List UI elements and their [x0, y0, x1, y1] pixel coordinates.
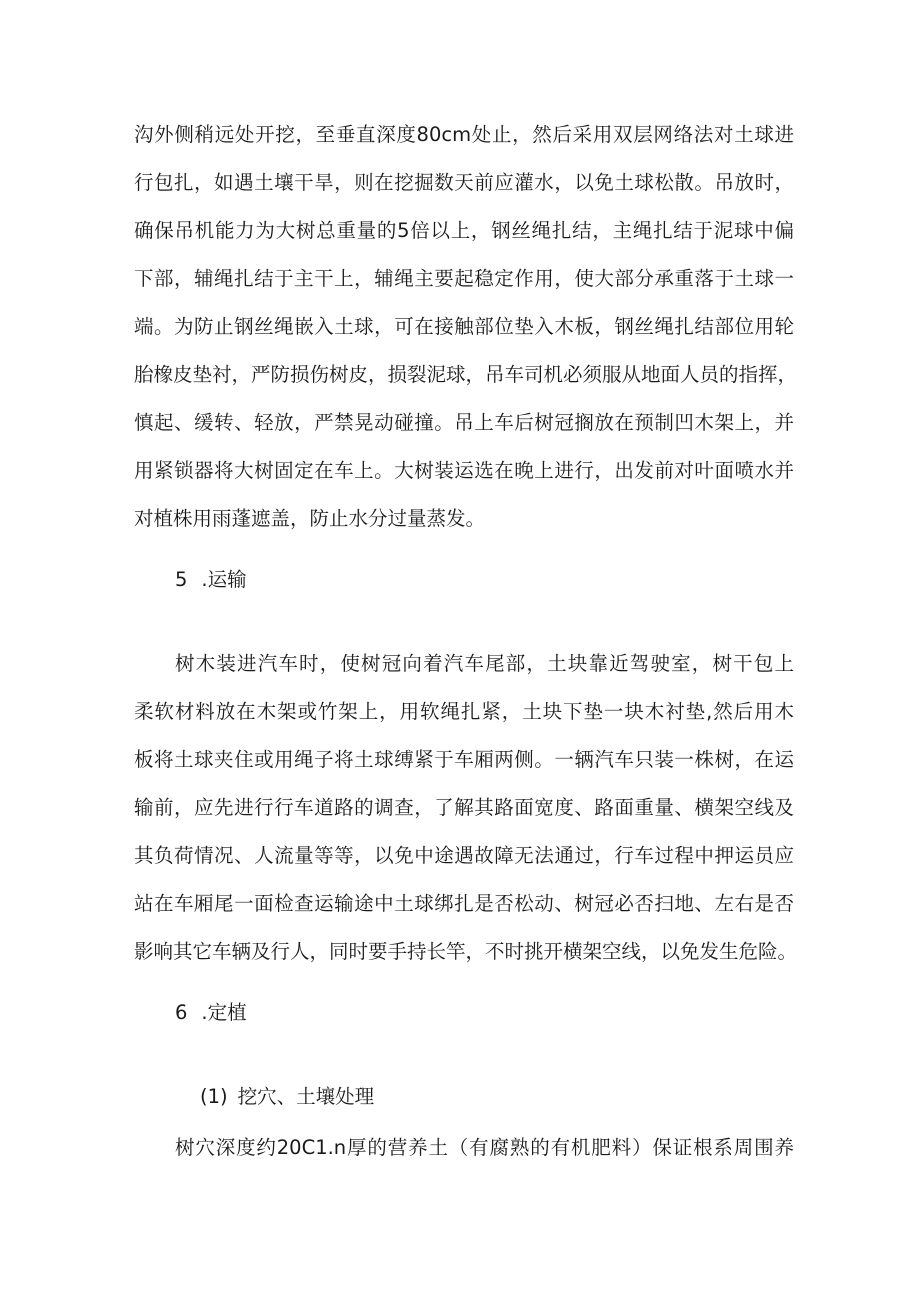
section-5-title: .运输	[201, 568, 247, 591]
paragraph-2-line-6: 站在车厢尾一面检查运输途中土球绑扎是否松动、树冠必否扫地、左右是否	[134, 892, 794, 915]
paragraph-1-line-9: 对植株用雨蓬遮盖，防止水分过量蒸发。	[134, 507, 486, 530]
paragraph-2-line-3: 板将土球夹住或用绳子将土球缚紧于车厢两侧。一辆汽车只装一株树，在运	[134, 748, 794, 771]
section-6-number: 6	[175, 1001, 188, 1024]
paragraph-1-line-8: 用紧锁器将大树固定在车上。大树装运选在晚上进行，出发前对叶面喷水并	[134, 459, 794, 482]
section-6-heading	[175, 999, 247, 1027]
section-5-number: 5	[175, 568, 188, 591]
section-6-title: .定植	[201, 1001, 247, 1024]
paragraph-1-line-5: 端。为防止钢丝绳嵌入土球，可在接触部位垫入木板，钢丝绳扎结部位用轮	[134, 315, 794, 338]
paragraph-1-line-2: 行包扎，如遇土壤干旱，则在挖掘数天前应灌水，以免土球松散。吊放时，	[134, 171, 794, 194]
paragraph-2-line-5: 其负荷情况、人流量等等，以免中途遇故障无法通过，行车过程中押运员应	[134, 844, 794, 867]
paragraph-1-line-4: 下部，辅绳扎结于主干上，辅绳主要起稳定作用，使大部分承重落于土球一	[134, 267, 794, 290]
paragraph-2-line-1: 树木装进汽车时，使树冠向着汽车尾部，土块靠近驾驶室，树干包上	[175, 652, 794, 675]
paragraph-1-line-7: 慎起、缓转、轻放，严禁晃动碰撞。吊上车后树冠搁放在预制凹木架上，并	[134, 411, 794, 434]
paragraph-3-line-1: 树穴深度约20C1.n厚的营养土（有腐熟的有机肥料）保证根系周围养	[175, 1136, 794, 1159]
paragraph-1-line-6: 胎橡皮垫衬，严防损伤树皮，损裂泥球，吊车司机必须服从地面人员的指挥，	[134, 363, 798, 386]
subsection-1-title: 挖穴、土壤处理	[237, 1085, 375, 1108]
paragraph-2-line-7: 影响其它车辆及行人，同时要手持长竿，不时挑开横架空线，以免发生危险。	[134, 940, 798, 963]
subsection-1-label: (1)	[200, 1085, 228, 1108]
paragraph-2-line-2: 柔软材料放在木架或竹架上，用软绳扎紧，土块下垫一块木衬垫,然后用木	[134, 700, 794, 723]
paragraph-2-line-4: 输前，应先进行行车道路的调查，了解其路面宽度、路面重量、横架空线及	[134, 796, 794, 819]
subsection-1-heading	[200, 1083, 374, 1111]
paragraph-1-line-1: 沟外侧稍远处开挖，至垂直深度80cm处止，然后采用双层网络法对土球进	[134, 123, 794, 146]
section-5-heading	[175, 566, 247, 594]
paragraph-1-line-3: 确保吊机能力为大树总重量的5倍以上，钢丝绳扎结，主绳扎结于泥球中偏	[134, 219, 794, 242]
